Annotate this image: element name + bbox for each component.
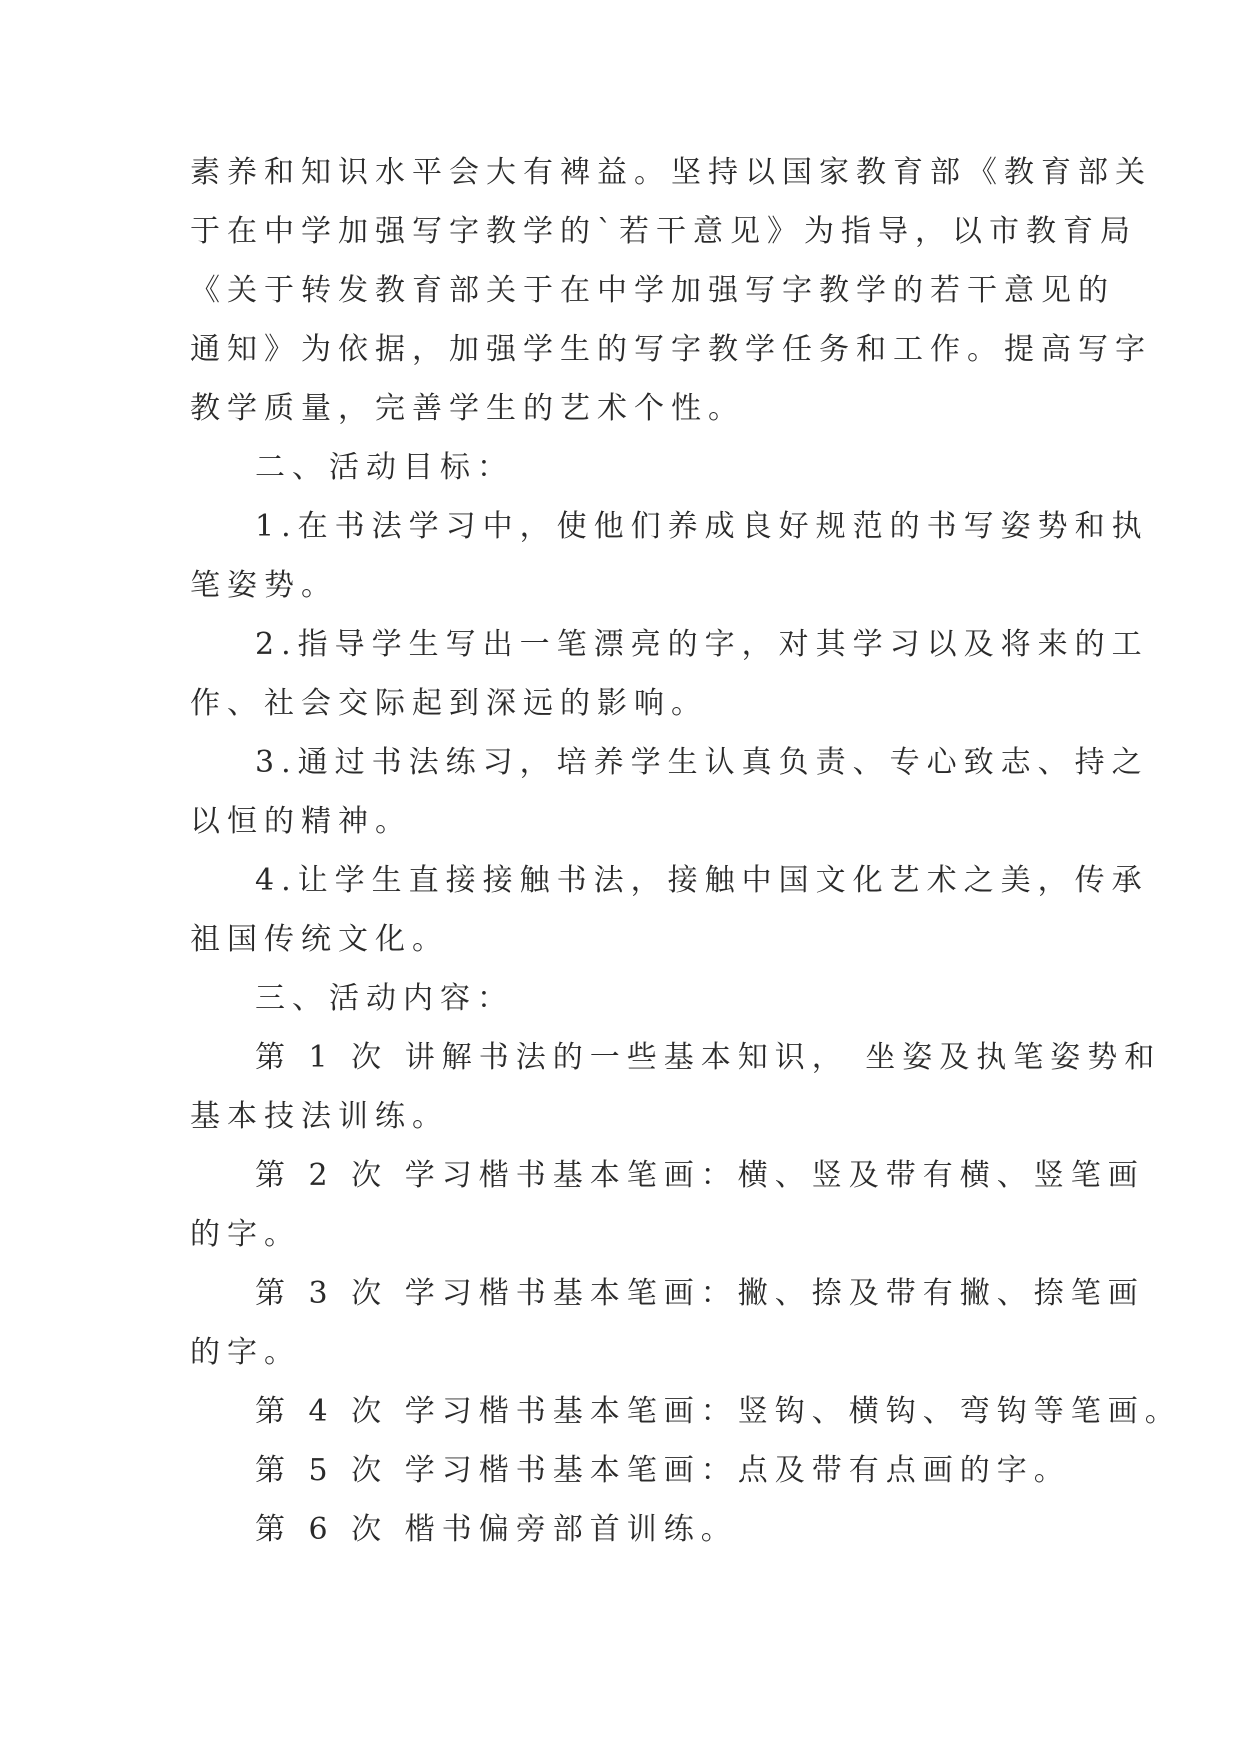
session-item-2: 第 2 次 学习楷书基本笔画：横、竖及带有横、竖笔画 bbox=[255, 1158, 1145, 1193]
list-item-goal-2-cont: 作、社会交际起到深远的影响。 bbox=[190, 686, 708, 721]
session-item-4: 第 4 次 学习楷书基本笔画：竖钩、横钩、弯钩等笔画。 bbox=[255, 1394, 1182, 1429]
session-item-3: 第 3 次 学习楷书基本笔画：撇、捺及带有撇、捺笔画 bbox=[255, 1276, 1145, 1311]
session-item-6: 第 6 次 楷书偏旁部首训练。 bbox=[255, 1512, 738, 1547]
list-item-goal-3: 3.通过书法练习，培养学生认真负责、专心致志、持之 bbox=[255, 745, 1149, 780]
list-item-goal-2: 2.指导学生写出一笔漂亮的字，对其学习以及将来的工 bbox=[255, 627, 1149, 662]
paragraph-line: 《关于转发教育部关于在中学加强写字教学的若干意见的 bbox=[190, 273, 1115, 308]
session-item-5: 第 5 次 学习楷书基本笔画：点及带有点画的字。 bbox=[255, 1453, 1071, 1488]
section-heading-goals: 二、活动目标： bbox=[255, 450, 514, 485]
session-item-1-cont: 基本技法训练。 bbox=[190, 1099, 449, 1134]
session-item-2-cont: 的字。 bbox=[190, 1217, 301, 1252]
paragraph-line: 素养和知识水平会大有裨益。坚持以国家教育部《教育部关 bbox=[190, 155, 1152, 190]
session-item-1: 第 1 次 讲解书法的一些基本知识， 坐姿及执笔姿势和 bbox=[255, 1040, 1162, 1075]
section-heading-content: 三、活动内容： bbox=[255, 981, 514, 1016]
paragraph-line: 通知》为依据，加强学生的写字教学任务和工作。提高写字 bbox=[190, 332, 1152, 367]
list-item-goal-4-cont: 祖国传统文化。 bbox=[190, 922, 449, 957]
session-item-3-cont: 的字。 bbox=[190, 1335, 301, 1370]
paragraph-line: 教学质量，完善学生的艺术个性。 bbox=[190, 391, 745, 426]
list-item-goal-1: 1.在书法学习中，使他们养成良好规范的书写姿势和执 bbox=[255, 509, 1149, 544]
list-item-goal-4: 4.让学生直接接触书法，接触中国文化艺术之美，传承 bbox=[255, 863, 1149, 898]
list-item-goal-3-cont: 以恒的精神。 bbox=[190, 804, 412, 839]
list-item-goal-1-cont: 笔姿势。 bbox=[190, 568, 338, 603]
paragraph-line: 于在中学加强写字教学的`若干意见》为指导，以市教育局 bbox=[190, 214, 1137, 249]
